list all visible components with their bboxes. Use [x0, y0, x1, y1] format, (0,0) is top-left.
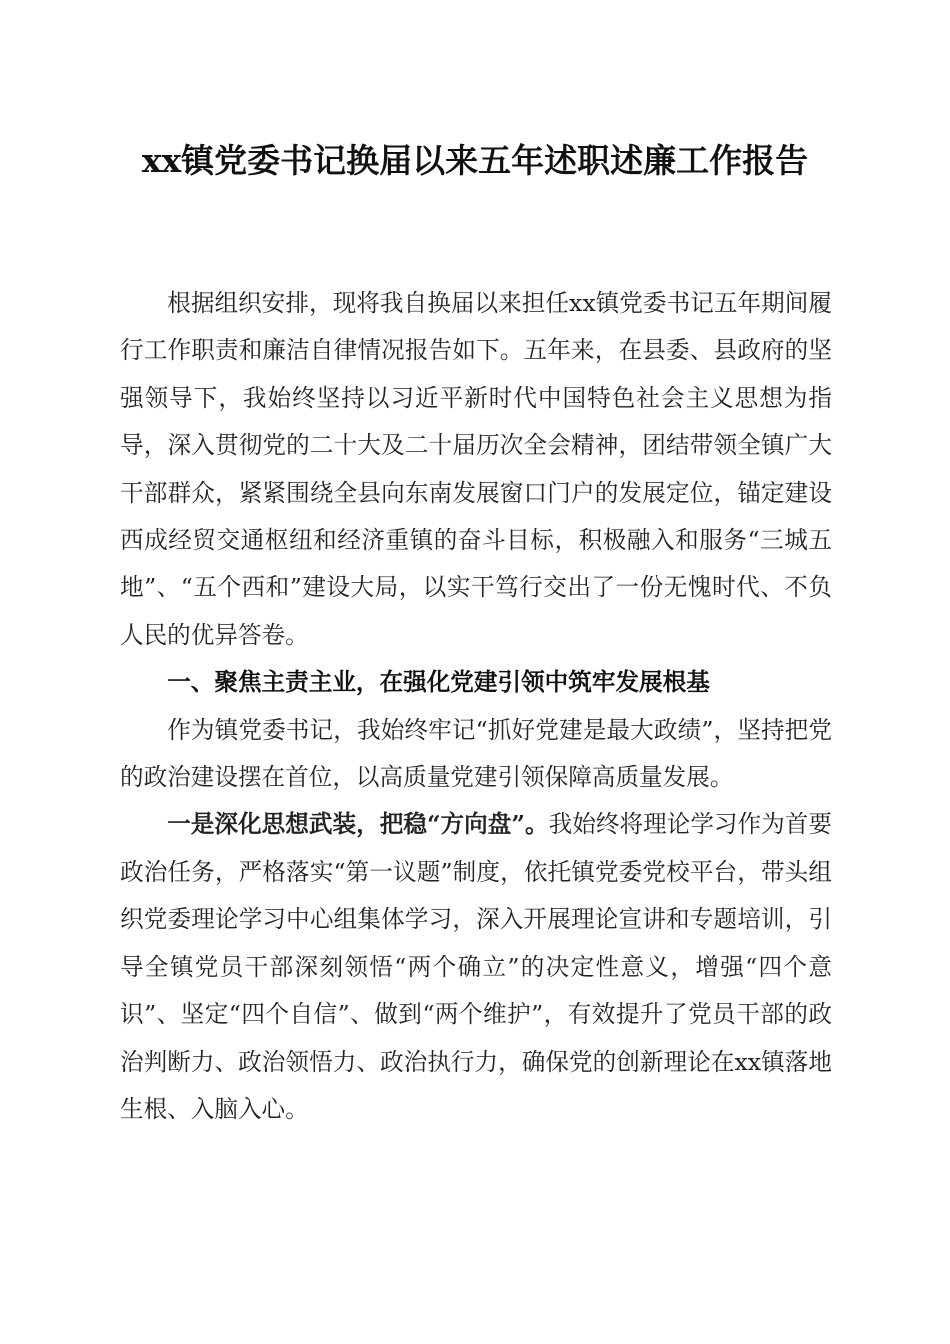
intro-paragraph: 根据组织安排，现将我自换届以来担任xx镇党委书记五年期间履行工作职责和廉洁自律情况报告如下。五年来，在县委、县政府的坚强领导下，我始终坚持以习近平新时代中国特色社会主义思想为指导，深入贯彻党的二十大及二十届历次全会精神，团结带领全镇广大干部群众，紧紧围绕全县向东南发展窗口门户的发展定位，锚定建设西成经贸交通枢纽和经济重镇的奋斗目标，积极融入和服务“三城五地”、“五个西和”建设大局，以实干笃行交出了一份无愧时代、不负人民的优异答卷。 [120, 289, 832, 649]
document-body [120, 280, 832, 1133]
item-1-text: 我始终将理论学习作为首要政治任务，严格落实“第一议题”制度，依托镇党委党校平台，带头组织党委理论学习中心组集体学习，深入开展理论宣讲和专题培训，引导全镇党员干部深刻领悟“两个确立”的决定性意义，增强“四个意识”、坚定“四个自信”、做到“两个维护”，有效提升了党员干部的政治判断力、政治领悟力、政治执行力，确保党的创新理论在xx镇落地生根、入脑入心。 [120, 810, 832, 1123]
item-1-lead: 一是深化思想武装，把稳“方向盘”。 [167, 810, 549, 839]
document-title: xx镇党委书记换届以来五年述职述廉工作报告 [141, 141, 809, 180]
section-heading-1: 一、聚焦主责主业，在强化党建引领中筑牢发展根基 [167, 668, 710, 697]
section-1-item-1 [120, 801, 832, 1133]
section-1-paragraph: 作为镇党委书记，我始终牢记“抓好党建是最大政绩”，坚持把党的政治建设摆在首位，以高质量党建引领保障高质量发展。 [120, 715, 832, 792]
